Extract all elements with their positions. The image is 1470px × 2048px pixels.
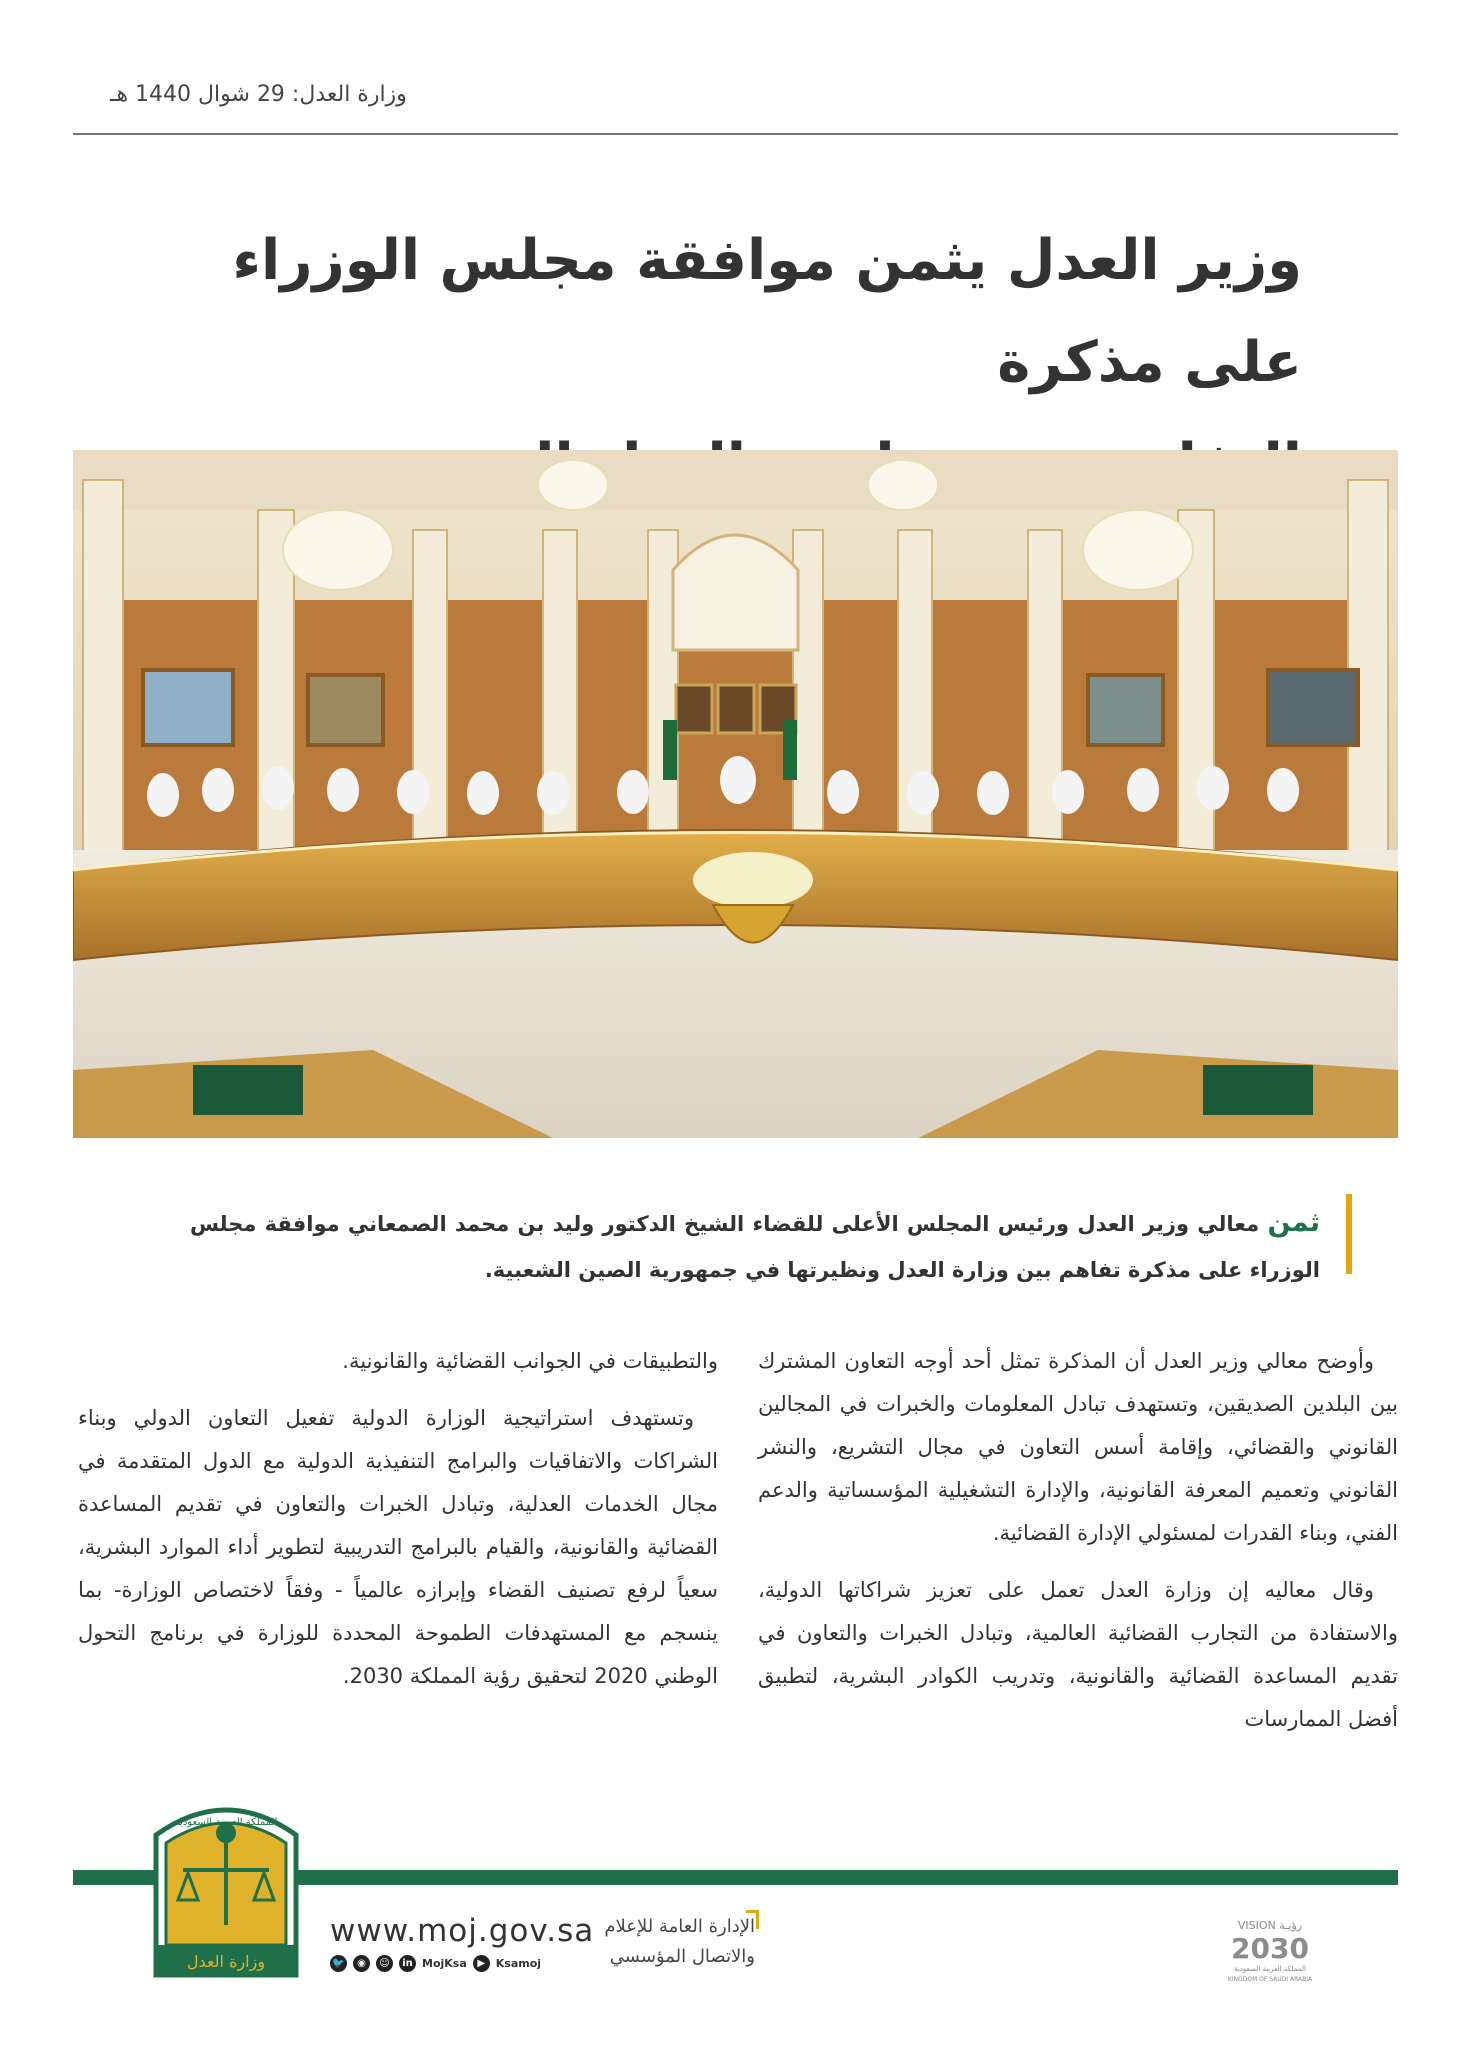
dateline: وزارة العدل: 29 شوال 1440 هـ	[110, 82, 407, 107]
department-name	[585, 1912, 755, 1972]
snapchat-icon[interactable]: ☺	[376, 1955, 393, 1972]
article-column-right	[758, 1340, 1398, 1755]
lead-accent-bar	[1346, 1194, 1352, 1274]
moj-logo	[148, 1795, 304, 1983]
article-lead	[190, 1200, 1320, 1293]
social-links	[330, 1955, 541, 1972]
handle-mojksa[interactable]: MojKsa	[422, 1957, 467, 1970]
website-link[interactable]: www.moj.gov.sa	[330, 1913, 595, 1949]
dept-line-1: الإدارة العامة للإعلام	[604, 1916, 755, 1937]
linkedin-icon[interactable]: in	[399, 1955, 416, 1972]
handle-ksamoj[interactable]: Ksamoj	[495, 1957, 542, 1970]
paragraph: والتطبيقات في الجوانب القضائية والقانونية.	[342, 1349, 718, 1373]
lead-first-word: ثمن	[1267, 1207, 1320, 1238]
vision-year: 2030	[1231, 1932, 1309, 1965]
paragraph: وأوضح معالي وزير العدل أن المذكرة تمثل أحد أوجه التعاون المشترك بين البلدين الصديقين، وتستهدف تبادل المعلومات والخبرات في المجالين القانوني والقضائي، وإقامة أسس التعاون في مجال التشريع، والنشر القانوني وتعميم المعرفة القانونية، والإدارة التشغيلية المؤسساتية والدعم الفني، وبناء القدرات لمسئولي الإدارة القضائية.	[758, 1349, 1398, 1545]
vision-2030-logo	[1215, 1915, 1325, 1985]
logo-text-bottom: وزارة العدل	[186, 1952, 266, 1971]
dept-line-2: والاتصال المؤسسي	[609, 1946, 755, 1967]
lead-text: معالي وزير العدل ورئيس المجلس الأعلى للقضاء الشيخ الدكتور وليد بن محمد الصمعاني موافقة مجلس الوزراء على مذكرة تفاهم بين وزارة العدل ونظيرتها في جمهورية الصين الشعبية.	[190, 1212, 1320, 1282]
twitter-icon[interactable]: 🐦	[330, 1955, 347, 1972]
vision-country-en: KINGDOM OF SAUDI ARABIA	[1227, 1976, 1313, 1983]
logo-text-top: المملكة العربية السعودية	[174, 1817, 278, 1828]
article-photo	[73, 450, 1398, 1138]
youtube-icon[interactable]: ▶	[473, 1955, 490, 1972]
instagram-icon[interactable]: ◉	[353, 1955, 370, 1972]
headline-line-1: وزير العدل يثمن موافقة مجلس الوزراء على مذكرة	[232, 228, 1302, 395]
vision-country-ar: المملكة العربية السعودية	[1234, 1965, 1306, 1973]
paragraph: وقال معاليه إن وزارة العدل تعمل على تعزيز شراكاتها الدولية، والاستفادة من التجارب القضائية العالمية، وتبادل الخبرات والتعاون في تقديم المساعدة القضائية والقانونية، وتدريب الكوادر البشرية، لتطبيق أفضل الممارسات	[758, 1578, 1398, 1731]
article-column-left	[78, 1340, 718, 1712]
paragraph: وتستهدف استراتيجية الوزارة الدولية تفعيل التعاون الدولي وبناء الشراكات والاتفاقيات والبرامج التنفيذية الدولية مع الدول المتقدمة في مجال الخدمات العدلية، وتبادل الخبرات والتعاون في تقديم المساعدة القضائية والقانونية، والقيام بالبرامج التدريبية لتطوير أداء الموارد البشرية، سعياً لرفع تصنيف القضاء وإبرازه عالمياً - وفقاً لاختصاص الوزارة- بما ينسجم مع المستهدفات الطموحة المحددة للوزارة في برنامج التحول الوطني 2020 لتحقيق رؤية المملكة 2030.	[78, 1406, 718, 1688]
vision-label: VISION رؤيـة	[1237, 1919, 1303, 1932]
header-divider	[73, 133, 1398, 135]
